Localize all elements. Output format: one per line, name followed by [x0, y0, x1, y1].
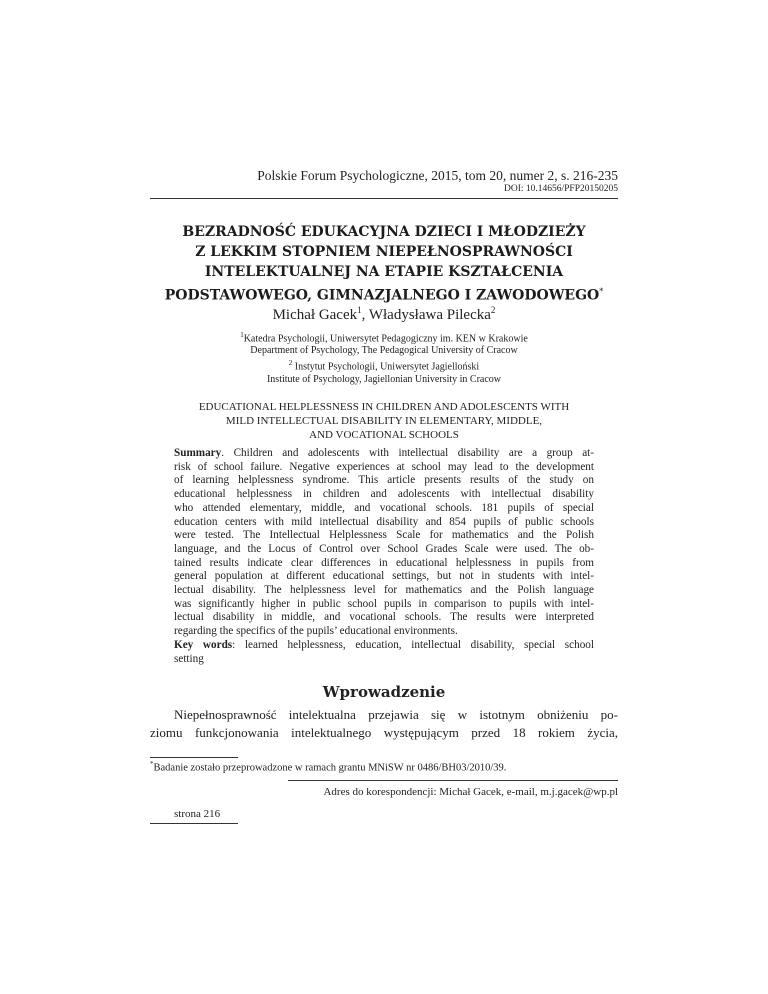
keywords-label: Key words — [174, 638, 233, 651]
correspondence-rule — [288, 780, 618, 781]
keywords-line — [174, 639, 594, 653]
body-paragraph — [150, 706, 618, 742]
keywords-text: : learned helplessness, education, intellectual disability, special school — [232, 638, 594, 651]
correspondence-address: Adres do korespondencji: Michał Gacek, e-mail, m.j.gacek@wp.pl — [323, 786, 618, 798]
abstract-line: regarding the specifics of the pupils’ educational environments. — [174, 625, 458, 638]
journal-citation: Polskie Forum Psychologiczne, 2015, tom 20, numer 2, s. 216-235 — [257, 168, 618, 183]
affiliation-text: Institute of Psychology, Jagiellonian University in Cracow — [266, 373, 502, 385]
english-title — [170, 400, 598, 442]
abstract-line — [174, 447, 594, 461]
affiliation-line — [150, 345, 618, 357]
abstract-line: were tested. The Intellectual Helplessness Scale for mathematics and the Polish — [174, 529, 594, 542]
author-separator: , — [361, 307, 369, 323]
title-line: INTELEKTUALNEJ NA ETAPIE KSZTAŁCENIA — [204, 264, 564, 280]
title-line — [150, 282, 618, 306]
abstract-text: . Children and adolescents with intellectual disability are a group at- — [221, 447, 594, 459]
title-line: BEZRADNOŚĆ EDUKACYJNA DZIECI I MŁODZIEŻY — [182, 224, 586, 240]
page-number-rule — [150, 823, 238, 824]
footnote-text: Badanie zostało przeprowadzone w ramach grantu MNiSW nr 0486/BH03/2010/39. — [153, 762, 507, 774]
authors — [150, 305, 618, 324]
abstract-line: language, and the Locus of Control over School Grades Scale were used. The ob- — [174, 542, 594, 555]
affiliation-line — [150, 374, 618, 386]
title-footnote-mark: * — [599, 287, 604, 296]
doi: DOI: 10.14656/PFP20150205 — [503, 184, 618, 194]
affiliations — [150, 329, 618, 386]
abstract-line: general population at different educational settings, but not in students with intel- — [174, 570, 594, 583]
english-title-line: AND VOCATIONAL SCHOOLS — [309, 429, 459, 441]
english-title-line: MILD INTELLECTUAL DISABILITY IN ELEMENTARY, MIDDLE, — [225, 415, 543, 427]
abstract-line: lectual disability in middle, and vocational schools. The results were interpreted — [174, 611, 594, 624]
author-2: Władysława Pilecka — [368, 307, 491, 323]
abstract-line: risk of school failure. Negative experiences at school may lead to the development — [174, 460, 594, 473]
author-1: Michał Gacek — [272, 307, 358, 323]
english-title-line: EDUCATIONAL HELPLESSNESS IN CHILDREN AND ADOLESCENTS WITH — [198, 401, 570, 413]
section-heading: Wprowadzenie — [322, 683, 446, 701]
affiliation-text: Department of Psychology, The Pedagogical University of Cracow — [250, 345, 518, 357]
affiliation-line — [150, 329, 618, 345]
affiliation-text: Instytut Psychologii, Uniwersytet Jagielloński — [292, 361, 480, 373]
body-line: Niepełnosprawność intelektualna przejawia się w istotnym obniżeniu po- — [174, 707, 618, 722]
summary-label: Summary — [174, 447, 222, 459]
keywords-line: setting — [174, 652, 204, 665]
abstract — [174, 447, 594, 666]
footnote — [150, 760, 506, 774]
author-2-affiliation: 2 — [490, 305, 496, 315]
abstract-line: who attended elementary, middle, and vocational schools. 181 pupils of special — [174, 501, 594, 514]
abstract-line: education centers with mild intellectual disability and 854 pupils of public schools — [174, 515, 594, 528]
affiliation-mark: 1 — [240, 331, 244, 339]
abstract-line: tained results indicate clear differences in educational helplessness in pupils from — [174, 556, 594, 569]
abstract-line: of learning helplessness syndrome. This article presents results of the study on — [174, 474, 594, 487]
body-line: ziomu funkcjonowania intelektualnego występującym przed 18 rokiem życia, — [150, 725, 618, 740]
affiliation-text: Katedra Psychologii, Uniwersytet Pedagogiczny im. KEN w Krakowie — [243, 333, 528, 345]
title-line-text: PODSTAWOWEGO, GIMNAZJALNEGO I ZAWODOWEGO — [164, 287, 600, 304]
header-rule — [150, 198, 618, 199]
abstract-line: was significantly higher in public school pupils in comparison to pupils with intel- — [174, 597, 594, 610]
footnote-rule — [150, 757, 238, 758]
title-line: Z LEKKIM STOPNIEM NIEPEŁNOSPRAWNOŚCI — [195, 244, 573, 260]
footnote-mark: * — [150, 760, 154, 768]
abstract-line: lectual disability. The helplessness level for mathematics and the Polish language — [174, 584, 594, 597]
article-title — [150, 222, 618, 306]
affiliation-line — [150, 357, 618, 373]
abstract-line: educational helplessness in children and adolescents with intellectual disability — [174, 488, 594, 501]
author-1-affiliation: 1 — [357, 305, 362, 315]
page-number: strona 216 — [174, 808, 221, 820]
affiliation-mark: 2 — [288, 359, 293, 368]
